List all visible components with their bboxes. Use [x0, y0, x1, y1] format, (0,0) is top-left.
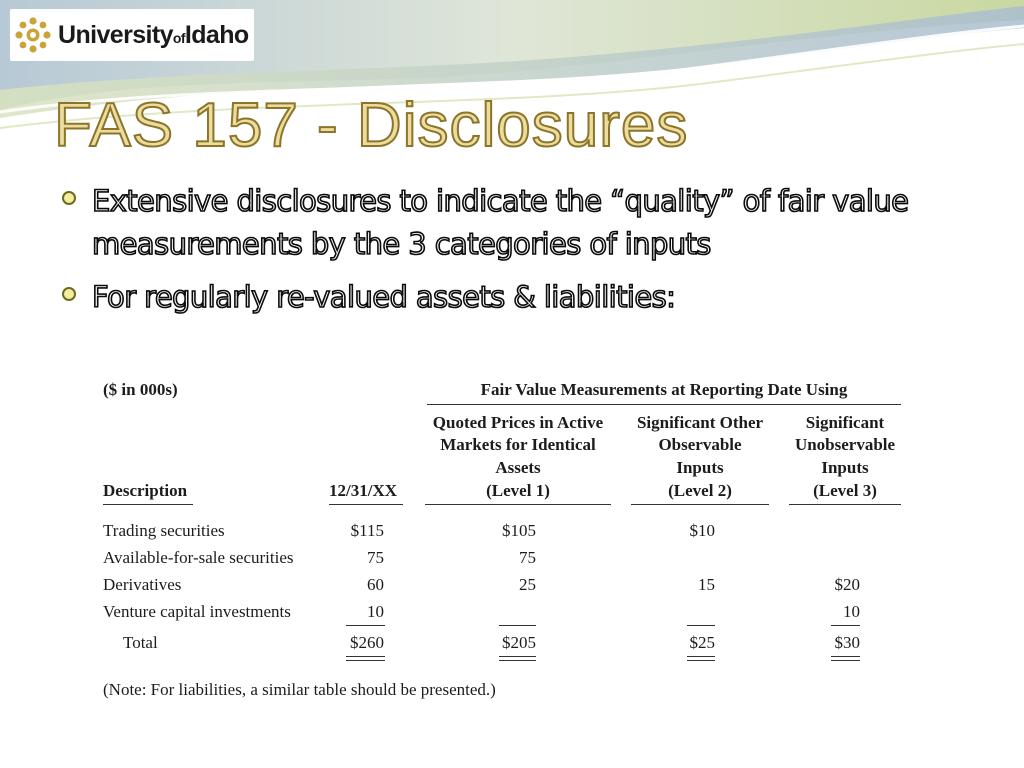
level1-header-line: Quoted Prices in Active [432, 413, 604, 432]
level2-header-line: Significant Other [636, 413, 764, 432]
bullet-dot-icon [62, 191, 76, 205]
description-header-rule [103, 504, 193, 505]
sun-logo-icon [13, 15, 53, 55]
level3-header-line: Inputs [821, 458, 869, 477]
total-double-rule [499, 656, 536, 661]
date-header-rule [329, 504, 403, 505]
total-level2-value: $25 [689, 633, 715, 652]
subtotal-rule [499, 625, 536, 626]
group-header: Fair Value Measurements at Reporting Date Using [480, 380, 848, 399]
university-logo [10, 9, 254, 61]
level1-header-rule [425, 504, 611, 505]
level3-header-rule [789, 504, 901, 505]
group-header-rule [427, 404, 901, 405]
level3-header-line: (Level 3) [813, 481, 877, 500]
row-level1-value: $105 [502, 521, 536, 540]
row-level3-value: 10 [843, 602, 860, 621]
subtotal-rule [346, 625, 385, 626]
level2-header-line: (Level 2) [668, 481, 732, 500]
bullet-text: Extensive disclosures to indicate the “quality” of fair value measurements by the 3 categories of inputs [92, 184, 909, 261]
row-date-value: $115 [350, 521, 384, 540]
level1-header-line: Markets for Identical [440, 435, 596, 454]
level2-header-line: Inputs [676, 458, 724, 477]
subtotal-rule [831, 625, 860, 626]
slide-title: FAS 157 - Disclosures [54, 91, 689, 160]
bullet-item [62, 276, 962, 319]
total-double-rule [831, 656, 860, 661]
level1-header-line: (Level 1) [486, 481, 550, 500]
row-level1-value: 25 [519, 575, 536, 594]
row-date-value: 60 [367, 575, 384, 594]
row-description: Available-for-sale securities [103, 548, 294, 567]
row-level3-value: $20 [834, 575, 860, 594]
description-header: Description [103, 481, 188, 500]
bullet-list [62, 180, 962, 329]
total-double-rule [687, 656, 715, 661]
row-description: Derivatives [103, 575, 182, 594]
level2-header-rule [631, 504, 769, 505]
fair-value-table [103, 376, 903, 706]
level3-header-line: Significant [805, 413, 885, 432]
row-date-value: 75 [367, 548, 384, 567]
row-description: Venture capital investments [103, 602, 291, 621]
row-level1-value: 75 [519, 548, 536, 567]
table-note: (Note: For liabilities, a similar table should be presented.) [103, 680, 496, 699]
total-label: Total [123, 633, 158, 652]
row-date-value: 10 [367, 602, 384, 621]
logo-wordmark: UniversityofIdaho [58, 20, 249, 49]
total-date-value: $260 [350, 633, 384, 652]
row-description: Trading securities [103, 521, 225, 540]
level1-header-line: Assets [495, 458, 541, 477]
bullet-text: For regularly re-valued assets & liabilities: [92, 280, 676, 314]
date-header: 12/31/XX [329, 481, 397, 500]
row-level2-value: 15 [698, 575, 715, 594]
total-double-rule [346, 656, 385, 661]
total-level1-value: $205 [502, 633, 536, 652]
level3-header-line: Unobservable [794, 435, 896, 454]
bullet-item [62, 180, 962, 266]
units-label: ($ in 000s) [103, 380, 178, 399]
subtotal-rule [687, 625, 715, 626]
level2-header-line: Observable [658, 435, 742, 454]
row-level2-value: $10 [689, 521, 715, 540]
total-level3-value: $30 [834, 633, 860, 652]
bullet-dot-icon [62, 287, 76, 301]
